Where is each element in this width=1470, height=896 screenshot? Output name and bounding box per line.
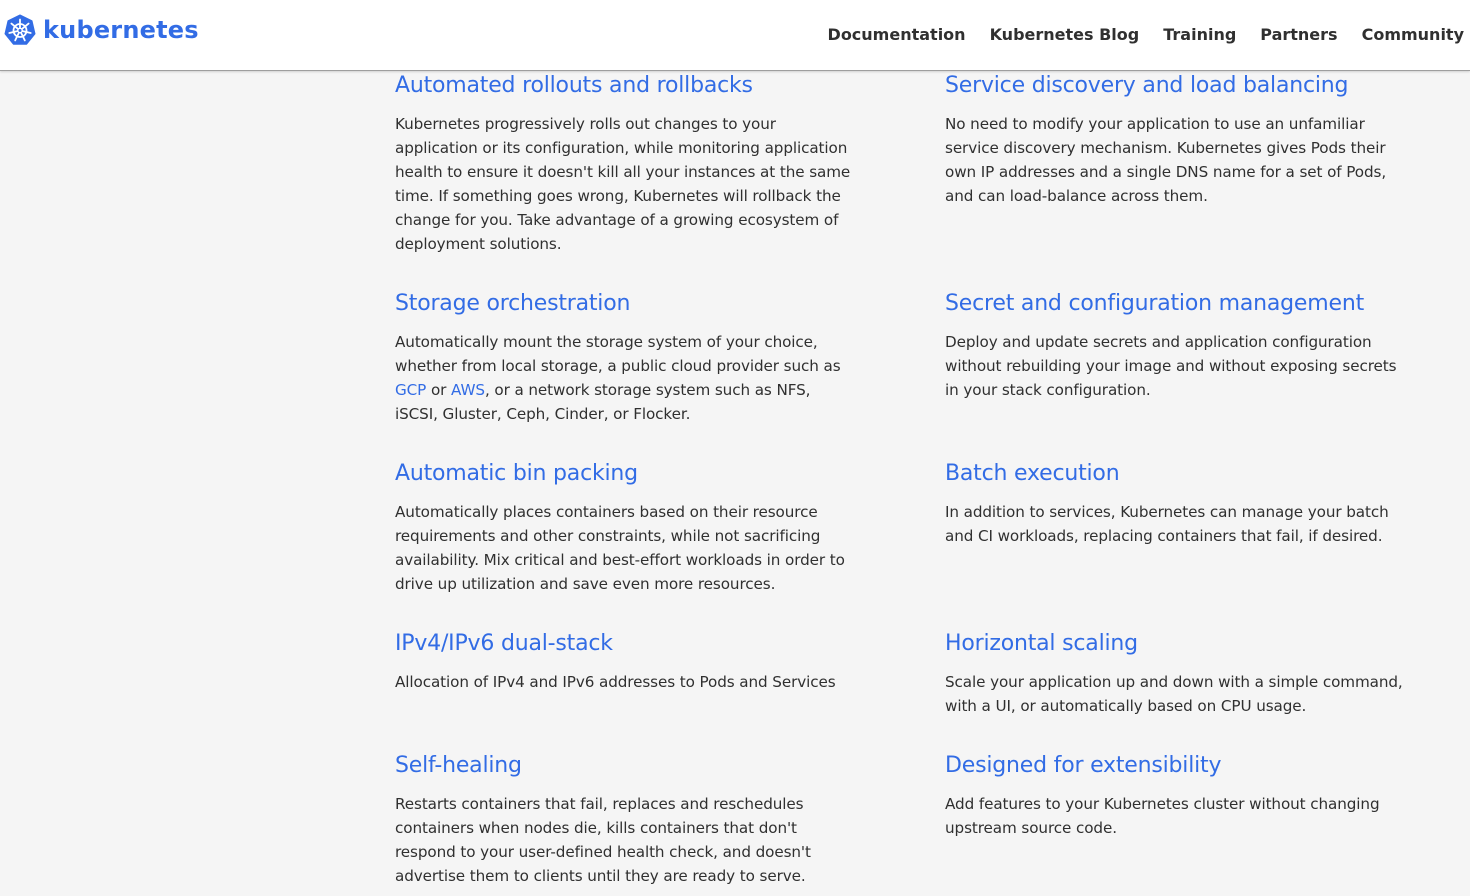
feature-description: Kubernetes progressively rolls out changes to your application or its configuration, while monitoring application health to ensure it doesn't kill all your instances at the same time. If something goes wrong, Kubernetes will rollback the change for you. Take advantage of a growing ecosystem of deployment solutions. <box>395 115 851 253</box>
nav-training[interactable]: Training <box>1163 25 1237 44</box>
feature-description: Restarts containers that fail, replaces and reschedules containers when nodes die, kills containers that don't respond to your user-defined health check, and doesn't advertise them to clients until they are ready to serve. <box>395 795 811 885</box>
feature-title: Batch execution <box>945 461 1120 486</box>
feature-service-discovery <box>945 71 1405 208</box>
feature-bin-packing <box>395 459 855 596</box>
brand-name: kubernetes <box>43 16 199 44</box>
nav-partners[interactable]: Partners <box>1260 25 1338 44</box>
feature-horizontal-scaling <box>945 629 1405 718</box>
feature-description: Allocation of IPv4 and IPv6 addresses to Pods and Services <box>395 673 836 691</box>
feature-description: Add features to your Kubernetes cluster without changing upstream source code. <box>945 795 1380 837</box>
nav-community[interactable]: Community <box>1361 25 1464 44</box>
top-navbar <box>0 0 1470 71</box>
feature-extensibility <box>945 751 1405 840</box>
feature-title: Secret and configuration management <box>945 291 1364 316</box>
text-segment: or <box>426 381 452 399</box>
aws-link[interactable]: AWS <box>451 381 485 399</box>
feature-description <box>395 330 855 426</box>
feature-secrets <box>945 289 1405 402</box>
text-segment: , or a network storage system such as NFS, iSCSI, Gluster, Ceph, Cinder, or Flocker. <box>395 381 811 423</box>
nav-documentation[interactable]: Documentation <box>827 25 966 44</box>
nav-kubernetes-blog[interactable]: Kubernetes Blog <box>989 25 1140 44</box>
text-segment: Automatically mount the storage system of your choice, whether from local storage, a public cloud provider such as <box>395 333 841 375</box>
kubernetes-helm-wheel-icon <box>4 14 36 46</box>
kubernetes-logo-link[interactable] <box>4 14 199 46</box>
feature-title: IPv4/IPv6 dual-stack <box>395 631 613 656</box>
feature-title: Designed for extensibility <box>945 753 1222 778</box>
feature-title: Service discovery and load balancing <box>945 73 1349 98</box>
feature-dual-stack <box>395 629 855 694</box>
feature-description: Deploy and update secrets and application configuration without rebuilding your image and without exposing secrets in your stack configuration. <box>945 333 1397 399</box>
feature-description: Automatically places containers based on their resource requirements and other constraints, while not sacrificing availability. Mix critical and best-effort workloads in order to drive up utilization and save even more resources. <box>395 503 845 593</box>
feature-title: Automated rollouts and rollbacks <box>395 73 753 98</box>
feature-title: Storage orchestration <box>395 291 631 316</box>
feature-batch <box>945 459 1405 548</box>
feature-title: Horizontal scaling <box>945 631 1138 656</box>
feature-title: Self-healing <box>395 753 522 778</box>
gcp-link[interactable]: GCP <box>395 381 427 399</box>
feature-storage <box>395 289 855 426</box>
feature-rollouts <box>395 71 855 256</box>
main-nav <box>828 24 1464 46</box>
feature-description: Scale your application up and down with a simple command, with a UI, or automatically based on CPU usage. <box>945 673 1403 715</box>
feature-self-healing <box>395 751 855 888</box>
feature-description: No need to modify your application to use an unfamiliar service discovery mechanism. Kubernetes gives Pods their own IP addresses and a single DNS name for a set of Pods, and can load-balance across them. <box>945 115 1387 205</box>
feature-description: In addition to services, Kubernetes can manage your batch and CI workloads, replacing containers that fail, if desired. <box>945 503 1389 545</box>
feature-title: Automatic bin packing <box>395 461 638 486</box>
